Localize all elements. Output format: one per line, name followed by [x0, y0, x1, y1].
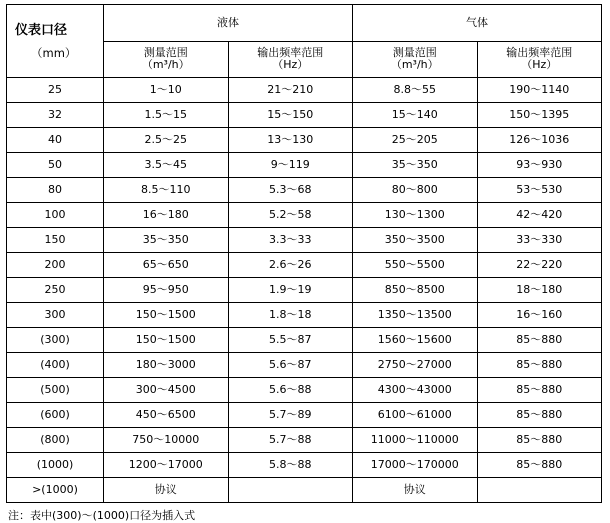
table-row — [7, 153, 602, 178]
table-row — [7, 128, 602, 153]
cell-gas-freq: 16～160 — [477, 303, 602, 328]
subheader-liquid-range-unit: （m³/h） — [141, 58, 190, 72]
meter-size-spec-table — [6, 4, 602, 503]
table-row — [7, 428, 602, 453]
cell-gas-range: 协议 — [353, 478, 478, 503]
cell-liquid-freq: 5.3～68 — [228, 178, 353, 203]
cell-liquid-freq: 5.7～89 — [228, 403, 353, 428]
cell-gas-freq: 42～420 — [477, 203, 602, 228]
cell-dn: (500) — [7, 378, 104, 403]
cell-liquid-range: 1200～17000 — [104, 453, 229, 478]
dn-header-unit: （mm） — [31, 45, 77, 60]
cell-liquid-range: 3.5～45 — [104, 153, 229, 178]
subheader-gas-freq — [477, 41, 602, 77]
cell-gas-freq: 85～880 — [477, 378, 602, 403]
cell-gas-range: 25～205 — [353, 128, 478, 153]
cell-liquid-freq: 13～130 — [228, 128, 353, 153]
cell-dn: (400) — [7, 353, 104, 378]
cell-dn: 150 — [7, 228, 104, 253]
subheader-liquid-freq-name: 输出频率范围 — [257, 45, 324, 59]
subheader-gas-freq-unit: （Hz） — [521, 58, 558, 72]
cell-dn: 200 — [7, 253, 104, 278]
cell-dn: >(1000) — [7, 478, 104, 503]
table-row — [7, 353, 602, 378]
table-row — [7, 478, 602, 503]
cell-gas-range: 1560～15600 — [353, 328, 478, 353]
subheader-gas-range — [353, 41, 478, 77]
cell-gas-freq: 150～1395 — [477, 103, 602, 128]
cell-liquid-freq: 15～150 — [228, 103, 353, 128]
cell-dn: 80 — [7, 178, 104, 203]
cell-liquid-range: 95～950 — [104, 278, 229, 303]
cell-liquid-freq: 1.9～19 — [228, 278, 353, 303]
subheader-gas-freq-name: 输出频率范围 — [506, 45, 573, 59]
cell-liquid-freq: 21～210 — [228, 78, 353, 103]
dn-header-title: 仪表口径 — [15, 22, 68, 38]
subheader-gas-range-unit: （m³/h） — [390, 58, 439, 72]
cell-gas-freq: 22～220 — [477, 253, 602, 278]
cell-dn: 300 — [7, 303, 104, 328]
table-row — [7, 378, 602, 403]
cell-dn: (300) — [7, 328, 104, 353]
cell-liquid-freq: 9～119 — [228, 153, 353, 178]
cell-gas-range: 1350～13500 — [353, 303, 478, 328]
cell-liquid-freq: 5.5～87 — [228, 328, 353, 353]
table-row — [7, 203, 602, 228]
cell-liquid-range: 65～650 — [104, 253, 229, 278]
table-row — [7, 228, 602, 253]
table-row — [7, 453, 602, 478]
cell-dn: (1000) — [7, 453, 104, 478]
cell-liquid-freq: 5.2～58 — [228, 203, 353, 228]
cell-gas-range: 350～3500 — [353, 228, 478, 253]
cell-gas-freq: 85～880 — [477, 403, 602, 428]
subheader-gas-range-name: 测量范围 — [392, 45, 437, 59]
cell-liquid-range: 450～6500 — [104, 403, 229, 428]
cell-dn: (800) — [7, 428, 104, 453]
cell-liquid-range: 16～180 — [104, 203, 229, 228]
cell-gas-range: 11000～110000 — [353, 428, 478, 453]
cell-liquid-range: 150～1500 — [104, 303, 229, 328]
cell-liquid-range: 协议 — [104, 478, 229, 503]
cell-liquid-range: 2.5～25 — [104, 128, 229, 153]
cell-dn: 100 — [7, 203, 104, 228]
group-header-liquid: 液体 — [104, 5, 353, 42]
table-row — [7, 253, 602, 278]
cell-liquid-freq: 5.8～88 — [228, 453, 353, 478]
cell-gas-freq — [477, 478, 602, 503]
cell-liquid-range: 750～10000 — [104, 428, 229, 453]
cell-gas-freq: 85～880 — [477, 353, 602, 378]
cell-liquid-range: 8.5～110 — [104, 178, 229, 203]
cell-liquid-freq: 2.6～26 — [228, 253, 353, 278]
cell-liquid-range: 1.5～15 — [104, 103, 229, 128]
cell-gas-range: 35～350 — [353, 153, 478, 178]
cell-liquid-range: 35～350 — [104, 228, 229, 253]
cell-gas-freq: 85～880 — [477, 453, 602, 478]
table-footnote: 注：表中(300)～(1000)口径为插入式 — [8, 509, 196, 522]
cell-liquid-range: 300～4500 — [104, 378, 229, 403]
subheader-liquid-range-name: 测量范围 — [143, 45, 188, 59]
cell-gas-freq: 85～880 — [477, 328, 602, 353]
cell-gas-freq: 93～930 — [477, 153, 602, 178]
cell-gas-freq: 53～530 — [477, 178, 602, 203]
table-header-group-row — [7, 5, 602, 42]
cell-gas-freq: 33～330 — [477, 228, 602, 253]
cell-gas-range: 850～8500 — [353, 278, 478, 303]
subheader-liquid-freq — [228, 41, 353, 77]
cell-gas-range: 4300～43000 — [353, 378, 478, 403]
cell-gas-range: 15～140 — [353, 103, 478, 128]
table-row — [7, 178, 602, 203]
cell-liquid-freq: 1.8～18 — [228, 303, 353, 328]
cell-liquid-range: 150～1500 — [104, 328, 229, 353]
cell-liquid-freq: 3.3～33 — [228, 228, 353, 253]
cell-gas-freq: 18～180 — [477, 278, 602, 303]
cell-gas-range: 550～5500 — [353, 253, 478, 278]
cell-liquid-freq: 5.6～88 — [228, 378, 353, 403]
dn-header-cell — [7, 5, 104, 78]
cell-dn: (600) — [7, 403, 104, 428]
cell-gas-freq: 190～1140 — [477, 78, 602, 103]
table-row — [7, 103, 602, 128]
cell-gas-freq: 126～1036 — [477, 128, 602, 153]
table-row — [7, 78, 602, 103]
cell-gas-range: 80～800 — [353, 178, 478, 203]
cell-gas-range: 130～1300 — [353, 203, 478, 228]
cell-dn: 50 — [7, 153, 104, 178]
cell-gas-range: 2750～27000 — [353, 353, 478, 378]
cell-liquid-freq — [228, 478, 353, 503]
table-row — [7, 303, 602, 328]
cell-liquid-range: 1～10 — [104, 78, 229, 103]
cell-gas-freq: 85～880 — [477, 428, 602, 453]
cell-dn: 25 — [7, 78, 104, 103]
subheader-liquid-freq-unit: （Hz） — [272, 58, 309, 72]
cell-dn: 32 — [7, 103, 104, 128]
cell-gas-range: 6100～61000 — [353, 403, 478, 428]
cell-gas-range: 8.8～55 — [353, 78, 478, 103]
cell-dn: 40 — [7, 128, 104, 153]
group-header-gas: 气体 — [353, 5, 602, 42]
cell-dn: 250 — [7, 278, 104, 303]
subheader-liquid-range — [104, 41, 229, 77]
cell-liquid-freq: 5.7～88 — [228, 428, 353, 453]
table-row — [7, 403, 602, 428]
cell-liquid-range: 180～3000 — [104, 353, 229, 378]
table-row — [7, 278, 602, 303]
cell-liquid-freq: 5.6～87 — [228, 353, 353, 378]
table-row — [7, 328, 602, 353]
cell-gas-range: 17000～170000 — [353, 453, 478, 478]
